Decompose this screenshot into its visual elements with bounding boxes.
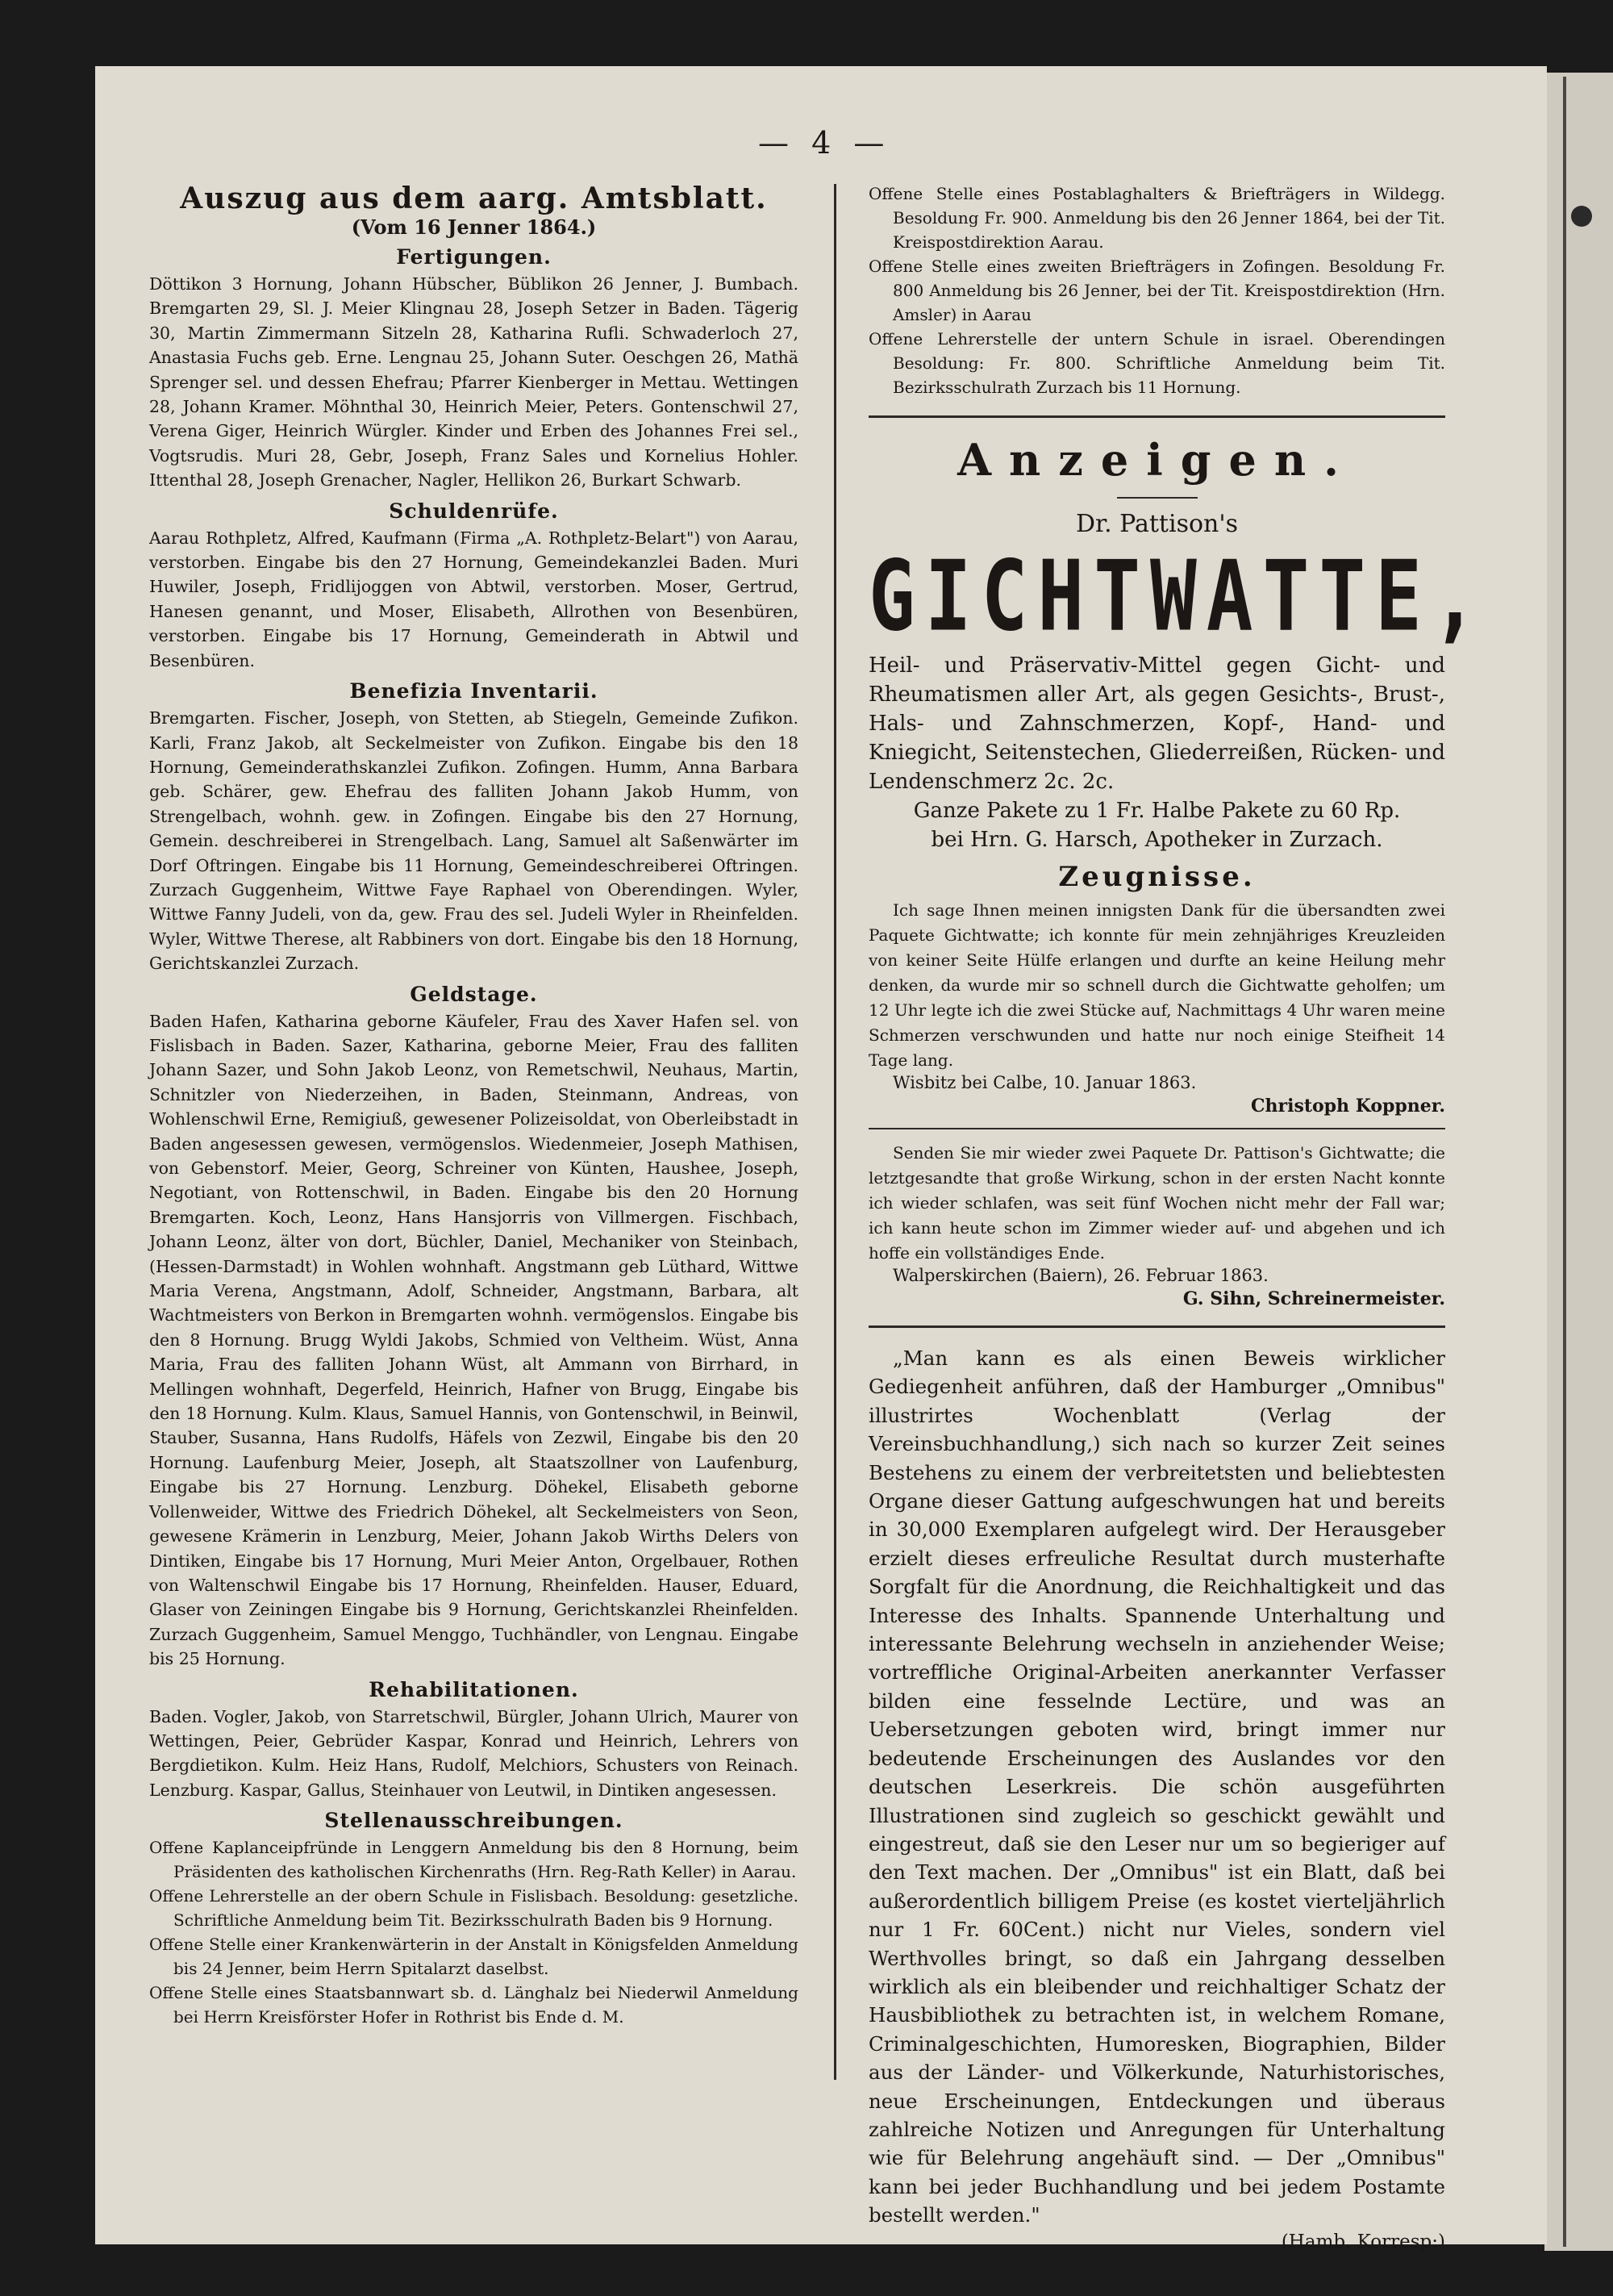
binding-line xyxy=(1563,77,1566,2247)
section-body-schuldenrufe: Aarau Rothpletz, Alfred, Kaufmann (Firma „A. Rothpletz-Belart") von Aarau, verstorben. Eingabe bis den 27 Hornung, Gemeindekanzlei Baden. Muri Huwiler, Joseph, Fridlijoggen von Abtwil, verstorben. Moser, Gertrud, Hanesen genannt, und Moser, Elisabeth, Allrothen von Besenbüren, verstorben. Eingabe bis 17 Hornung, Gemeinderath in Abtwil und Besenbüren. xyxy=(149,528,798,670)
section-body-fertigungen: Döttikon 3 Hornung, Johann Hübscher, Büblikon 26 Jenner, J. Bumbach. Bremgarten 29, Sl. J. Meier Klingnau 28, Joseph Setzer in Baden. Tägerig 30, Martin Zimmermann Sitzeln 28, Katharina Rufli. Schwaderloch 27, Anastasia Fuchs geb. Erne. Lengnau 25, Johann Suter. Oeschgen 26, Mathä Sprenger sel. und dessen Ehefrau; Pfarrer Kienberger in Mettau. Wettingen 28, Johann Kramer. Möhnthal 30, Heinrich Meier, Peters. Gontenschwil 27, Verena Giger, Heinrich Würgler. Kinder und Erben des Johannes Frei sel., Vogtsrudis. Muri 28, Gebr, Joseph, Franz Sales und Kornelius Hohler. Ittenthal 28, Joseph Grenacher, Nagler, Hellikon 26, Burkart Schwarb. xyxy=(149,274,798,491)
column-divider xyxy=(834,184,836,2080)
adjacent-page-edge xyxy=(1544,73,1613,2251)
section-body-benefizia: Bremgarten. Fischer, Joseph, von Stetten, ab Stiegeln, Gemeinde Zufikon. Karli, Franz Jakob, alt Seckelmeister von Zufikon. Eingabe bis den 18 Hornung, Gemeinderathskanzlei Zufikon. Zofingen. Humm, Anna Barbara geb. Schärer, gew. Ehefrau des falliten Johann Jakob Humm, von Strengelbach, wohnh. gew. in Zofingen. Eingabe bis den 27 Hornung, Gemein. deschreiberei in Strengelbach. Lang, Samuel alt Saßenwärter im Dorf Oftringen. Eingabe bis 11 Hornung, Gemeindeschreiberei Oftringen. Zurzach Guggenheim, Wittwe Faye Raphael von Oberendingen. Wyler, Wittwe Fanny Judeli, von da, gew. Frau des sel. Judeli Wyler in Rheinfelden. Wyler, Wittwe Therese, alt Rabbiners von dort. Eingabe bis den 18 Hornung, Gerichtskanzlei Zurzach. xyxy=(149,708,798,974)
section-body-rehabilitationen: Baden. Vogler, Jakob, von Starretschwil, Bürgler, Johann Ulrich, Maurer von Wettingen, Peier, Gebrüder Kaspar, Konrad und Heinrich, Lehrers von Bergdietikon. Kulm. Heiz Hans, Rudolf, Melchiors, Schusters von Reinach. Lenzburg. Kaspar, Gallus, Steinhauer von Leutwil, in Dintiken angesessen. xyxy=(149,1706,798,1800)
section-title-geldstage: Geldstage. xyxy=(410,982,538,1006)
testimonial-text: Senden Sie mir wieder zwei Paquete Dr. Pattison's Gichtwatte; die letztgesandte that große Wirkung, schon in der ersten Nacht konnte ich wieder schlafen, was seit fünf Wochen nicht mehr der Fall war; ich kann heute schon im Zimmer wieder auf- und abgehen und ich hoffe ein vollständiges Ende. xyxy=(869,1143,1445,1263)
testimonial-place: Wisbitz bei Calbe, 10. Januar 1863. xyxy=(893,1073,1197,1092)
job-notice: Offene Stelle eines Staatsbannwart sb. d. Länghalz bei Niederwil Anmeldung bei Herrn Kreisförster Hofer in Rothrist bis Ende d. M. xyxy=(149,1983,798,2027)
left-column xyxy=(149,182,798,2029)
page-number: — 4 — xyxy=(758,125,891,161)
ad-price: Ganze Pakete zu 1 Fr. Halbe Pakete zu 60 Rp. xyxy=(913,799,1401,823)
testimonial-signature: G. Sihn, Schreinermeister. xyxy=(1182,1288,1445,1309)
section-body-geldstage: Baden Hafen, Katharina geborne Käufeler, Frau des Xaver Hafen sel. von Fislisbach in Baden. Sazer, Katharina, geborne Meier, Frau des falliten Johann Sazer, und Sohn Jakob Leonz, von Remetschwil, Neuhaus, Martin, Schnitzler von Niederzeihen, in Baden, Steinmann, Andreas, von Wohlenschwil Erne, Remigiuß, gewesener Polizeisoldat, von Oberleibstadt in Baden angesessen gewesen, vermögenslos. Wiedenmeier, Joseph Mathisen, von Gebenstorf. Meier, Georg, Schreiner von Künten, Haushee, Joseph, Negotiant, von Rottenschwil, in Baden. Eingabe bis den 20 Hornung Bremgarten. Koch, Leonz, Hans Hansjorris von Villmergen. Fischbach, Johann Leonz, älter von dort, Büchler, Daniel, Mechaniker von Steinbach, (Hessen-Darmstadt) in Wohlen wohnhaft. Angstmann geb Lüthard, Wittwe Maria Verena, Angstmann, Adolf, Schneider, Angstmann, Barbara, alt Wachtmeisters von Berkon in Bremgarten wohnh. vermögenslos. Eingabe bis den 8 Hornung. Brugg Wyldi Jakobs, Schmied von Veltheim. Wüst, Anna Maria, Frau des falliten Johann Wüst, alt Ammann von Birrhard, in Mellingen wohnhaft, Degerfeld, Heinrich, Hafner von Brugg, Eingabe bis den 18 Hornung. Kulm. Klaus, Samuel Hannis, von Gontenschwil, in Beinwil, Stauber, Susanna, Hans Rudolfs, Häfels von Zezwil, Eingabe bis den 20 Hornung. Laufenburg Meier, Joseph, alt Staatszollner von Laufenburg, Eingabe bis 27 Hornung. Lenzburg. Döhekel, Elisabeth geborne Vollenweider, Wittwe des Friedrich Döhekel, alt Seckelmeisters von Seon, gewesene Krämerin in Lenzburg, Meier, Johann Jakob Wirths Delers von Dintiken, Eingabe bis 17 Hornung, Muri Meier Anton, Orgelbauer, Rothen von Waltenschwil Eingabe bis 17 Hornung, Rheinfelden. Hauser, Eduard, Glaser von Zeiningen Eingabe bis 9 Hornung, Gerichtskanzlei Rheinfelden. Zurzach Guggenheim, Samuel Menggo, Tuchhändler, von Lengnau. Eingabe bis 25 Hornung. xyxy=(149,1011,798,1669)
punch-hole xyxy=(1571,206,1592,227)
omnibus-article: „Man kann es als einen Beweis wirklicher Gediegenheit anführen, daß der Hamburger „Omnibus" illustrirtes Wochenblatt (Verlag der Vereinsbuchhandlung,) sich nach so kurzer Zeit seines Bestehens zu einem der verbreitetsten und beliebtesten Organe dieser Gattung aufgeschwungen hat und bereits in 30,000 Exemplaren aufgelegt wird. Der Herausgeber erzielt dieses erfreuliche Resultat durch musterhafte Sorgfalt für die Anordnung, die Reichhaltigkeit und das Interesse des Inhalts. Spannende Unterhaltung und interessante Belehrung wechseln in anziehender Weise; vortreffliche Original-Arbeiten anerkannter Verfasser bilden eine fesselnde Lectüre, und was an Uebersetzungen geboten wird, bringt immer nur bedeutende Erscheinungen des Auslandes vor den deutschen Leserkreis. Die schön ausgeführten Illustrationen sind zugleich so geschickt gewählt und eingestreut, daß sie den Leser nur um so begieriger auf den Text machen. Der „Omnibus" ist ein Blatt, daß bei außerordentlich billigem Preise (es kostet vierteljährlich nur 1 Fr. 60Cent.) nicht nur Vieles, sondern viel Werthvolles bringt, so daß ein Jahrgang desselben wirklich als ein bleibender und reichhaltiger Schatz der Hausbibliothek zu betrachten ist, in welchem Romane, Criminalgeschichten, Humoresken, Biographien, Bilder aus der Länder- und Völkerkunde, Naturhistorisches, neue Erscheinungen, Entdeckungen und überaus zahlreiche Notizen und Anregungen für Unterhaltung wie für Belehrung angehäuft sind. — Der „Omnibus" kann bei jeder Buchhandlung und bei jedem Postamte bestellt werden." xyxy=(869,1346,1445,2227)
short-rule xyxy=(1117,497,1198,499)
job-notice: Offene Stelle eines zweiten Briefträgers in Zofingen. Besoldung Fr. 800 Anmeldung bis 26 Jenner, bei der Tit. Kreispostdirektion (Hrn. Amsler) in Aarau xyxy=(869,257,1445,324)
right-column xyxy=(869,182,1488,2252)
testimonial-place: Walperskirchen (Baiern), 26. Februar 1863. xyxy=(893,1266,1269,1285)
section-title-benefizia: Benefizia Inventarii. xyxy=(349,679,598,703)
testimonial-divider xyxy=(869,1128,1445,1129)
anzeigen-heading: Anzeigen. xyxy=(957,434,1357,486)
job-notice: Offene Lehrerstelle an der obern Schule in Fislisbach. Besoldung: gesetzliche. Schriftliche Anmeldung beim Tit. Bezirksschulrath Baden bis 9 Hornung. xyxy=(149,1886,798,1931)
section-rule xyxy=(869,1325,1445,1328)
job-notice: Offene Kaplanceipfründe in Lenggern Anmeldung bis den 8 Hornung, beim Präsidenten des katholischen Kirchenraths (Hrn. Reg-Rath Keller) in Aarau. xyxy=(149,1838,798,1882)
job-notice: Offene Lehrerstelle der untern Schule in israel. Oberendingen Besoldung: Fr. 800. Schriftliche Anmeldung beim Tit. Bezirksschulrath Zurzach bis 11 Hornung. xyxy=(869,329,1445,397)
section-title-stellen: Stellenausschreibungen. xyxy=(324,1809,623,1833)
ad-vendor: bei Hrn. G. Harsch, Apotheker in Zurzach. xyxy=(931,828,1383,852)
section-rule xyxy=(869,415,1445,418)
ad-product-title: GICHTWATTE, xyxy=(869,540,1488,653)
testimonial-text: Ich sage Ihnen meinen innigsten Dank für die übersandten zwei Paquete Gichtwatte; ich konnte für mein zehnjähriges Kreuzleiden von keiner Seite Hülfe erlangen und durfte an keine Heilung mehr denken, da wurde mir so schnell durch die Gichtwatte geholfen; um 12 Uhr legte ich die zwei Stücke auf, Nachmittags 4 Uhr waren meine Schmerzen verschwunden und hatte nur noch einige Steifheit 14 Tage lang. xyxy=(869,900,1445,1070)
section-title-fertigungen: Fertigungen. xyxy=(396,245,552,269)
masthead: Auszug aus dem aarg. Amtsblatt. xyxy=(180,182,768,215)
section-title-schuldenrufe: Schuldenrüfe. xyxy=(389,499,559,523)
job-notice: Offene Stelle eines Postablaghalters & Briefträgers in Wildegg. Besoldung Fr. 900. Anmeldung bis den 26 Jenner 1864, bei der Tit. Kreispostdirektion Aarau. xyxy=(869,184,1445,252)
section-title-rehabilitationen: Rehabilitationen. xyxy=(369,1677,579,1701)
job-notice: Offene Stelle einer Krankenwärterin in der Anstalt in Königsfelden Anmeldung bis 24 Jenner, beim Herrn Spitalarzt daselbst. xyxy=(149,1935,798,1979)
issue-date: (Vom 16 Jenner 1864.) xyxy=(351,215,597,239)
testimonial-signature: Christoph Koppner. xyxy=(1250,1096,1445,1117)
zeugnisse-heading: Zeugnisse. xyxy=(1058,861,1256,893)
ad-description: Heil- und Präservativ-Mittel gegen Gicht- und Rheumatismen aller Art, als gegen Gesichts-, Brust-, Hals- und Zahnschmerzen, Kopf-, Hand- und Kniegicht, Seitenstechen, Gliederreißen, Rücken- und Lendenschmerz 2c. 2c. xyxy=(869,653,1445,794)
omnibus-source: (Hamb. Korresp:) xyxy=(1281,2231,1445,2252)
ad-brand: Dr. Pattison's xyxy=(1075,510,1239,538)
